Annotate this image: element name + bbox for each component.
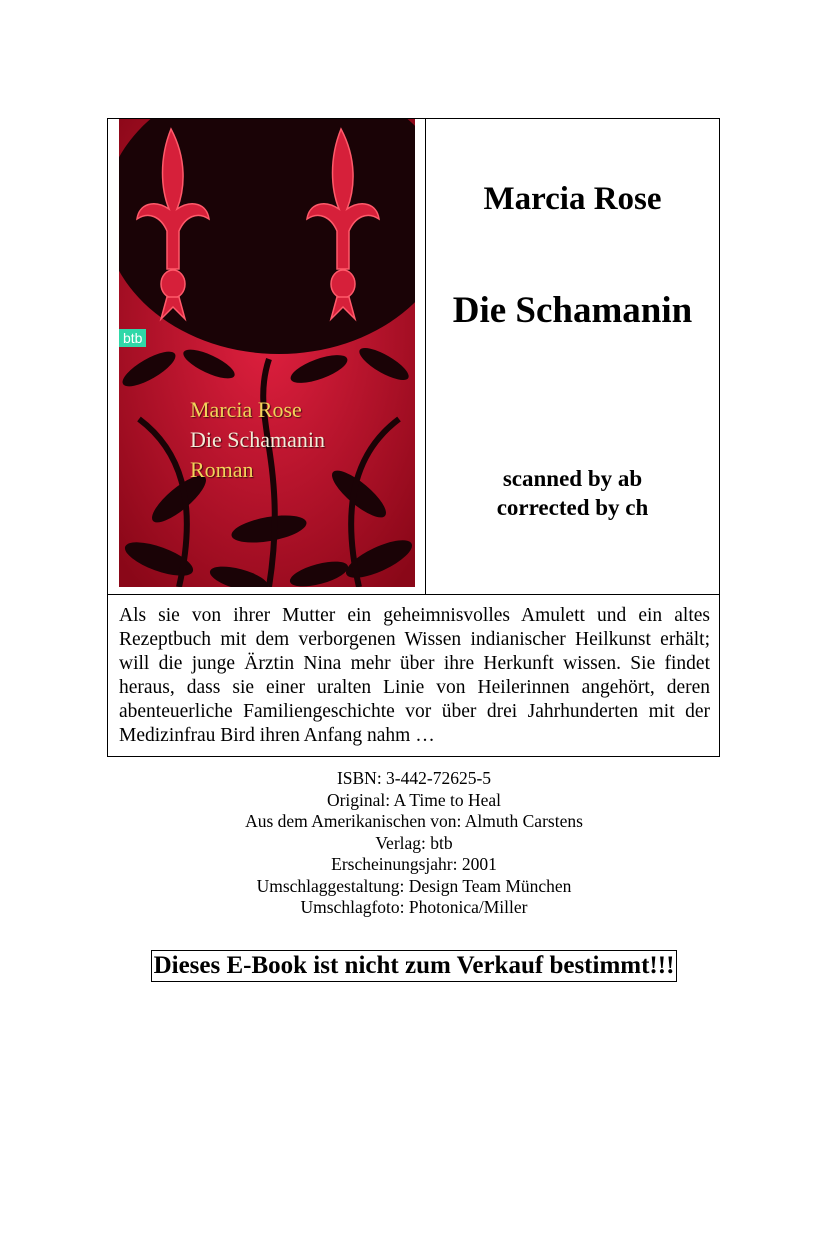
scanned-by: scanned by ab [502,466,643,491]
cover-image [119,119,415,587]
original-title: Original: A Time to Heal [326,789,502,810]
publisher: Verlag: btb [375,832,453,853]
cover-genre: Roman [190,457,254,482]
cover-photo: Umschlagfoto: Photonica/Miller [300,897,528,917]
publisher-badge: btb [119,329,146,347]
scan-credits [426,464,719,522]
isbn: ISBN: 3-442-72625-5 [336,768,492,788]
not-for-sale-notice: Dieses E-Book ist nicht zum Verkauf bestimmt!!! [151,950,678,982]
book-blurb: Als sie von ihrer Mutter ein geheimnisvolles Amulett und ein altes Rezeptbuch mit dem verborgenen Wissen indianischer Heilkunst erhält; will die junge Ärztin Nina mehr über ihre Herkunft wissen. Sie findet heraus, dass sie einer uralten Linie von Heilerinnen angehört, deren abenteuerliche Familiengeschichte vor über drei Jahrhunderten mit der Medizinfrau Bird ihren Anfang nahm … [119,605,710,746]
publication-year: Erscheinungsjahr: 2001 [331,854,497,874]
notice-container [0,950,828,982]
title-column [426,119,719,594]
info-table [107,118,720,757]
cover-artwork [119,119,415,587]
top-row [108,119,719,595]
publication-details [0,768,828,919]
cover-design: Umschlaggestaltung: Design Team München [256,875,572,896]
corrected-by: corrected by ch [496,495,649,520]
book-author: Marcia Rose [483,181,662,217]
book-title: Die Schamanin [452,290,693,331]
cover-author: Marcia Rose [190,397,302,422]
translator: Aus dem Amerikanischen von: Almuth Carstens [245,811,583,831]
cover-title: Die Schamanin [190,427,326,452]
